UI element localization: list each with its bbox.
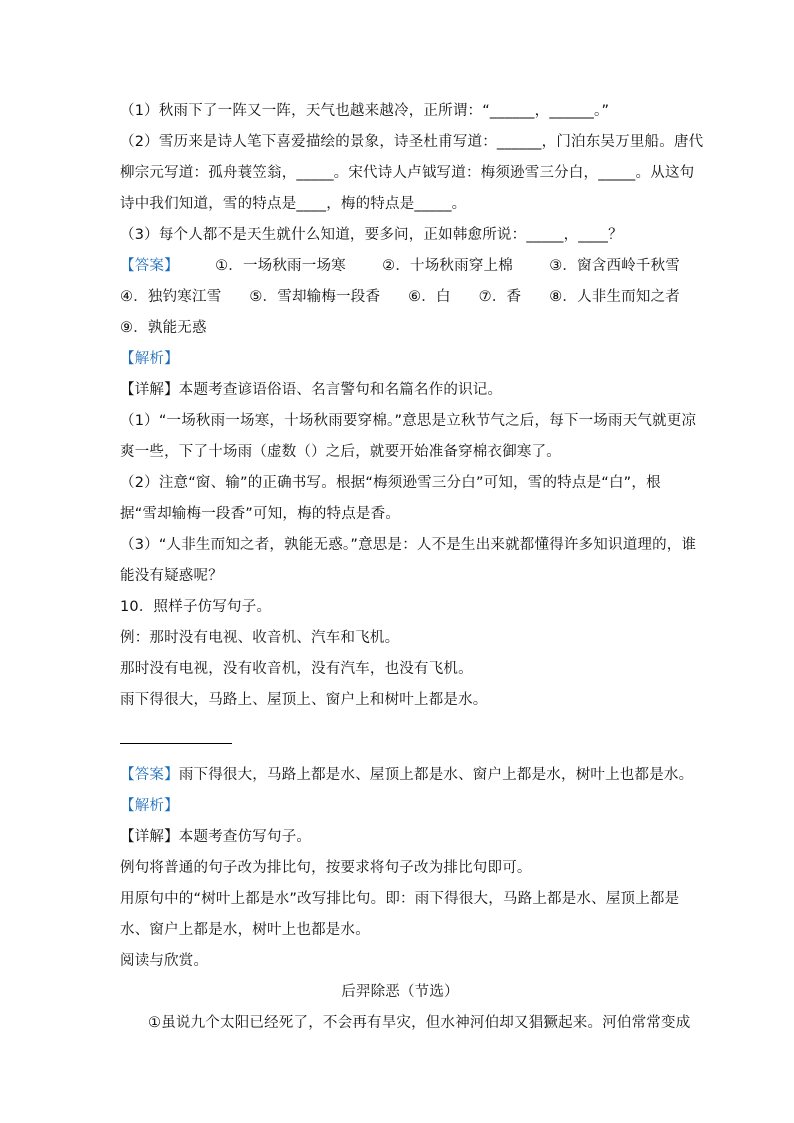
q10-explain2-line1: 用原句中的“树叶上都是水”改写排比句。即：雨下得很大，马路上都是水、屋顶上都是 <box>120 891 680 907</box>
q10-example1: 例：那时没有电视、收音机、汽车和飞机。 <box>120 630 400 646</box>
q9-part2-line1: （2）雪历来是诗人笔下喜爱描绘的景象，诗圣杜甫写道：______，门泊东吴万里船。唐代 <box>120 134 704 150</box>
q9-explain2-line2: 据“雪却输梅一段香”可知，梅的特点是香。 <box>120 506 401 522</box>
answer-label: 【答案】 <box>120 767 179 783</box>
q10-title: 10．照样子仿写句子。 <box>120 599 272 615</box>
q9-answers-row1 <box>120 251 680 282</box>
answer-item: ⑥．白 <box>408 289 451 305</box>
document-page <box>120 96 704 1039</box>
answer-item: ③．窗含西岭千秋雪 <box>549 258 680 274</box>
q9-detail: 【详解】本题考查谚语俗语、名言警句和名篇名作的识记。 <box>120 382 503 398</box>
q9-explain2-line1: （2）注意“窗、输”的正确书写。根据“梅须逊雪三分白”可知，雪的特点是“白”，根 <box>120 475 661 491</box>
q9-part1: （1）秋雨下了一阵又一阵，天气也越来越冷，正所谓：“______，______。” <box>120 103 610 119</box>
answer-item: ⑦．香 <box>478 289 522 305</box>
q9-explain3-line1: （3）“人非生而知之者，孰能无惑。”意思是：人不是生出来就都懂得许多知识道理的，谁 <box>120 537 697 553</box>
answer-text: 雨下得很大，马路上都是水、屋顶上都是水、窗户上都是水，树叶上也都是水。 <box>178 767 694 783</box>
q10-prompt: 雨下得很大，马路上、屋顶上、窗户上和树叶上都是水。 <box>120 692 488 708</box>
q9-explain1-line1: （1）“一场秋雨一场寒，十场秋雨要穿棉。”意思是立秋节气之后，每下一场雨天气就更凉 <box>120 413 697 429</box>
q9-explain3-line2: 能没有疑惑呢？ <box>120 568 223 584</box>
answer-item: ①．一场秋雨一场寒 <box>215 258 346 274</box>
q10-answer <box>120 760 694 791</box>
answer-label: 【答案】 <box>120 258 179 274</box>
reading-title: 后羿除恶（节选） <box>341 984 459 1000</box>
answer-blank-line <box>120 743 232 744</box>
q9-explain1-line2: 爽一些，下了十场雨（虚数（）之后，就要开始准备穿棉衣御寒了。 <box>120 444 561 460</box>
answer-item: ②．十场秋雨穿上棉 <box>382 258 513 274</box>
q10-detail: 【详解】本题考查仿写句子。 <box>120 829 312 845</box>
reading-paragraph: ①虽说九个太阳已经死了，不会再有旱灾，但水神河伯却又猖獗起来。河伯常常变成 <box>148 1015 691 1031</box>
analysis-label: 【解析】 <box>120 351 179 367</box>
q9-part2-line3: 诗中我们知道，雪的特点是____，梅的特点是_____。 <box>120 196 467 212</box>
q9-part3: （3）每个人都不是天生就什么知道，要多问，正如韩愈所说：_____，____？ <box>120 227 623 243</box>
answer-item: ④．独钓寒江雪 <box>120 289 222 305</box>
q9-answers-row2 <box>120 282 680 313</box>
q9-answers-row3: ⑨．孰能无惑 <box>120 320 207 336</box>
q10-explain1: 例句将普通的句子改为排比句，按要求将句子改为排比句即可。 <box>120 860 532 876</box>
q9-part2-line2: 柳宗元写道：孤舟蓑笠翁，_____。宋代诗人卢钺写道：梅须逊雪三分白，_____。从这句 <box>120 165 695 181</box>
answer-item: ⑤．雪却输梅一段香 <box>249 289 381 305</box>
q10-example2: 那时没有电视，没有收音机，没有汽车，也没有飞机。 <box>120 661 473 677</box>
answer-item: ⑧．人非生而知之者 <box>549 289 680 305</box>
analysis-label: 【解析】 <box>120 798 179 814</box>
q10-explain2-line2: 水、窗户上都是水，树叶上也都是水。 <box>120 922 370 938</box>
reading-section: 阅读与欣赏。 <box>120 953 209 969</box>
